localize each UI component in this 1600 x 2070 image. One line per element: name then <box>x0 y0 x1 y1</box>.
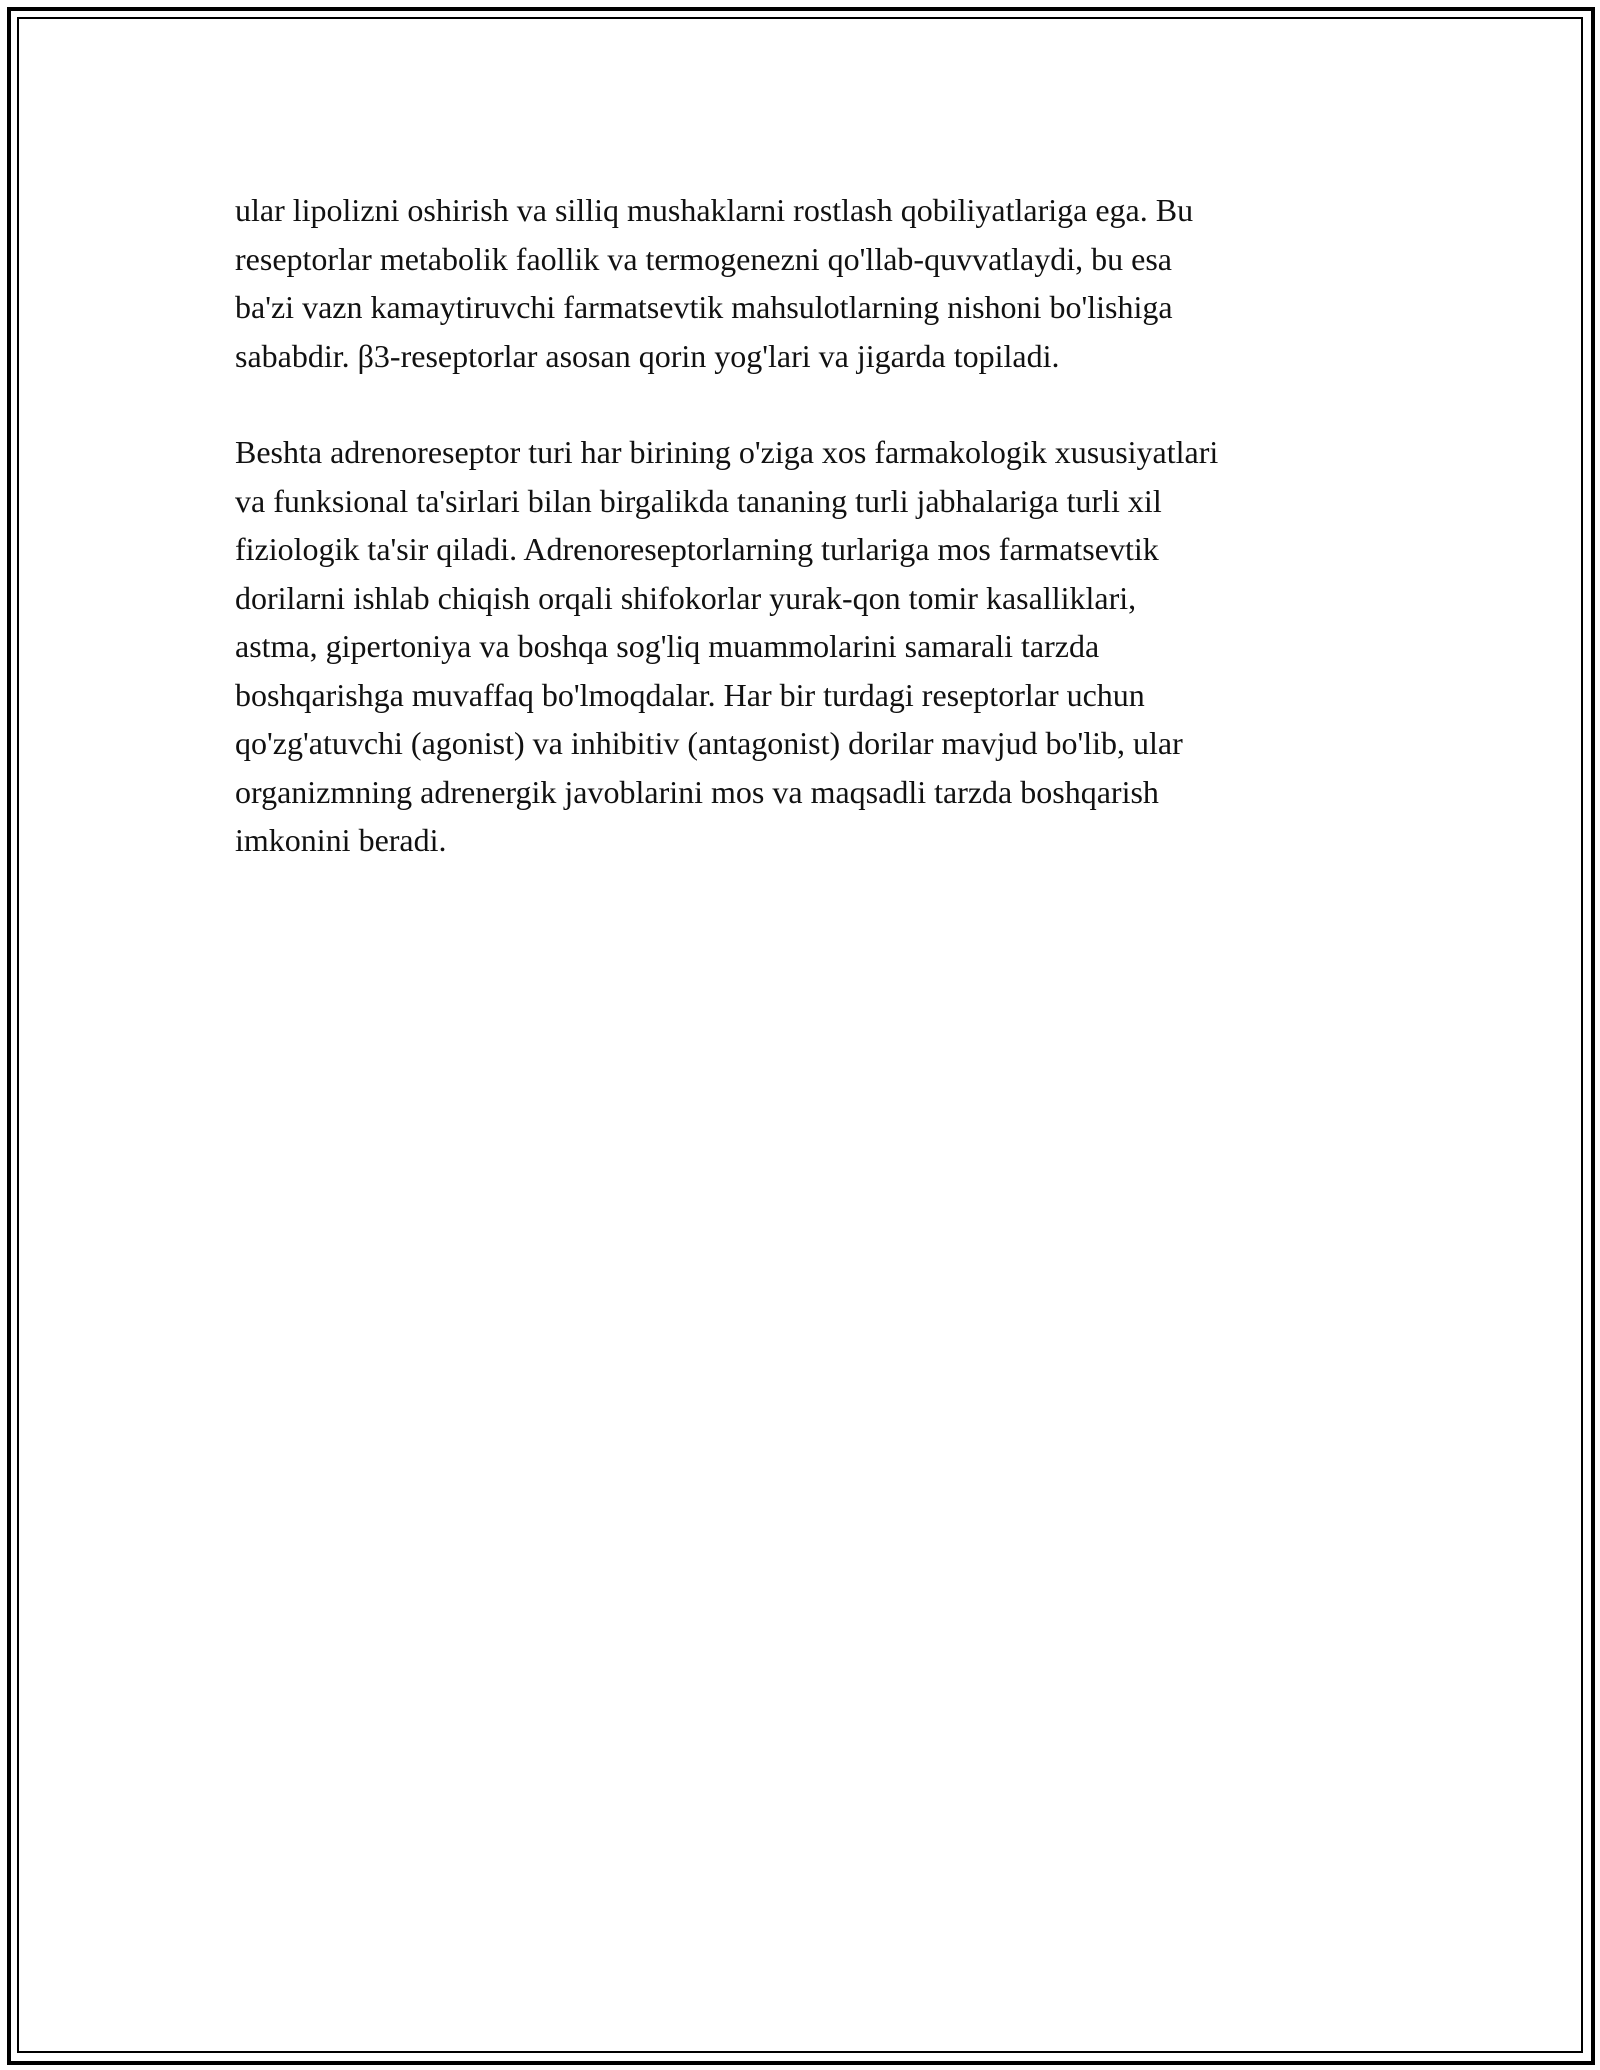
text-line: sababdir. β3-reseptorlar asosan qorin yog'lari va jigarda topiladi. <box>235 337 1060 374</box>
text-line: fiziologik ta'sir qiladi. Adrenoreseptorlarning turlariga mos farmatsevtik <box>235 531 1159 567</box>
text-line: astma, gipertoniya va boshqa sog'liq muammolarini samarali tarzda <box>235 628 1100 664</box>
paragraph-1 <box>235 186 1395 380</box>
text-line: Beshta adrenoreseptor turi har birining o'ziga xos farmakologik xususiyatlari <box>235 434 1219 470</box>
text-line: ba'zi vazn kamaytiruvchi farmatsevtik mahsulotlarning nishoni bo'lishiga <box>235 289 1173 325</box>
text-line: qo'zg'atuvchi (agonist) va inhibitiv (antagonist) dorilar mavjud bo'lib, ular <box>235 725 1183 761</box>
text-line: organizmning adrenergik javoblarini mos va maqsadli tarzda boshqarish <box>235 773 1159 810</box>
document-body <box>235 186 1395 865</box>
text-line: va funksional ta'sirlari bilan birgalikda tananing turli jabhalariga turli xil <box>235 482 1162 519</box>
text-line: boshqarishga muvaffaq bo'lmoqdalar. Har bir turdagi reseptorlar uchun <box>235 676 1145 713</box>
text-line: imkonini beradi. <box>235 822 447 858</box>
text-line: ular lipolizni oshirish va silliq mushaklarni rostlash qobiliyatlariga ega. Bu <box>235 192 1194 228</box>
text-line: reseptorlar metabolik faollik va termogenezni qo'llab-quvvatlaydi, bu esa <box>235 240 1172 277</box>
text-line: dorilarni ishlab chiqish orqali shifokorlar yurak-qon tomir kasalliklari, <box>235 579 1137 616</box>
paragraph-2 <box>235 428 1395 865</box>
